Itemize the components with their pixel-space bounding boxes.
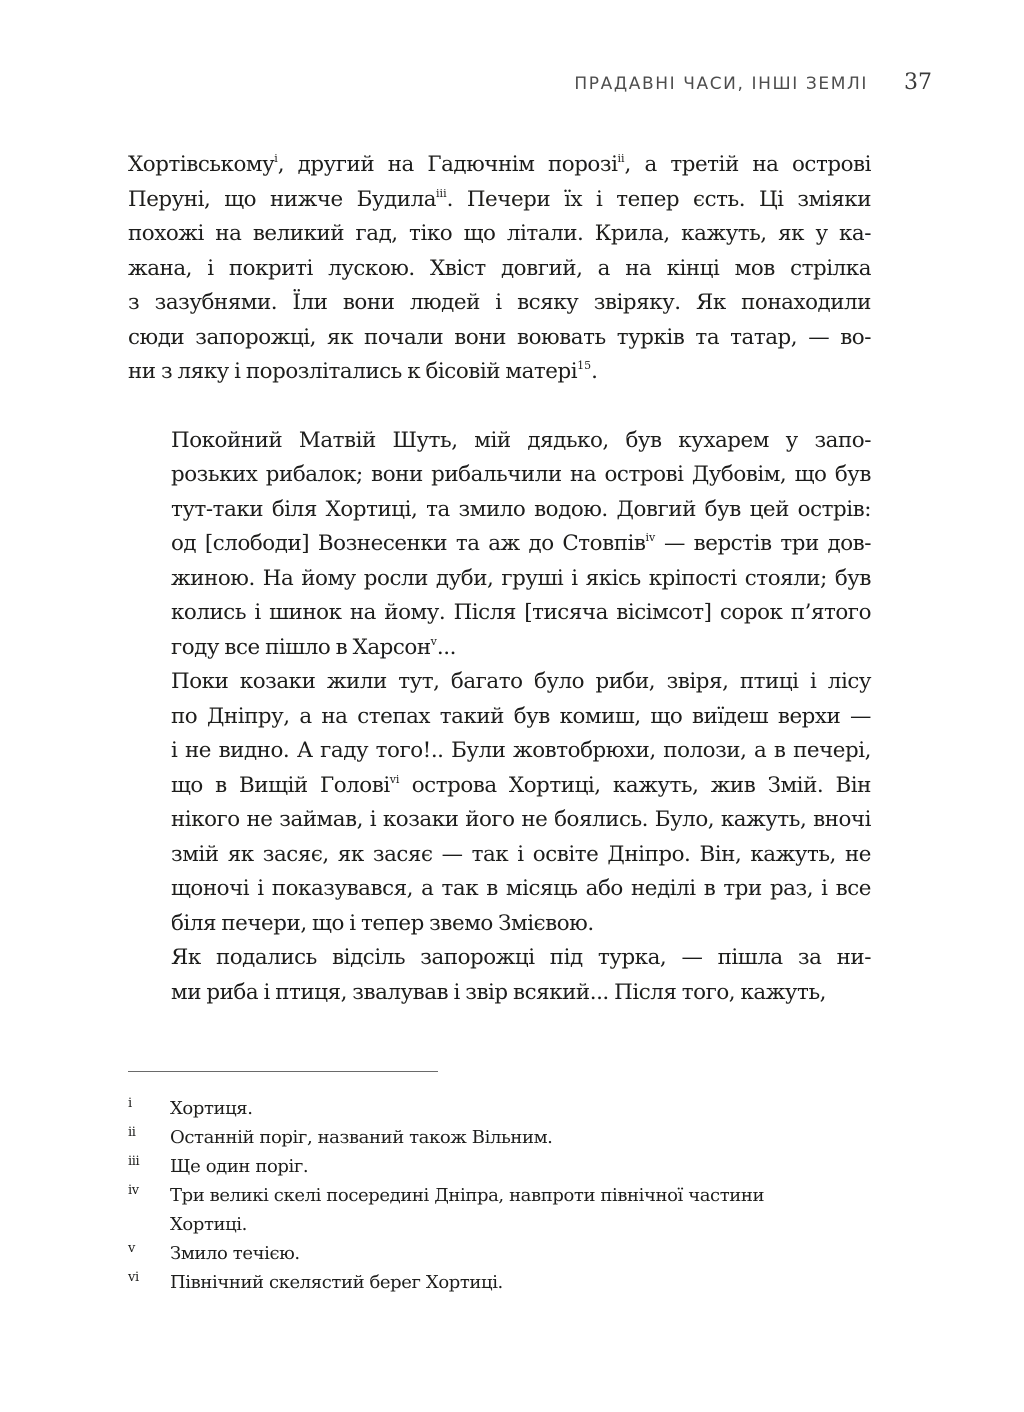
text-line bbox=[128, 838, 871, 873]
text-run: году все пішло в Харсон bbox=[171, 634, 431, 660]
footnote bbox=[128, 1094, 871, 1123]
text-run: з зазубнями. Їли вони людей і всяку звіряку. Як понаходили bbox=[128, 290, 871, 315]
footnote-mark: iv bbox=[128, 1183, 139, 1198]
text-run: біля печери, що і тепер звемо Змієвою. bbox=[171, 910, 594, 936]
paragraph-3 bbox=[128, 665, 871, 941]
text-run: по Дніпру, а на степах такий був комиш, що виїдеш верхи — bbox=[171, 703, 871, 729]
text-line bbox=[128, 183, 871, 218]
footnote-line: Три великі скелі посередині Дніпра, навпроти північної частини bbox=[170, 1185, 765, 1206]
footnote-text bbox=[170, 1181, 871, 1239]
text-run: Поки козаки жили тут, багато було риби, звіря, птиці і лісу bbox=[171, 669, 871, 694]
text-line bbox=[128, 631, 871, 666]
text-run: Перуні, що нижче Будила bbox=[128, 186, 437, 212]
text-line bbox=[128, 321, 871, 356]
text-line bbox=[128, 562, 871, 597]
note-reference: v bbox=[430, 634, 437, 648]
footnote-mark: i bbox=[128, 1096, 132, 1111]
text-run: ми риба і птиця, звалував і звір всякий... Після того, кажуть, bbox=[171, 979, 826, 1005]
text-run: жана, і покриті лускою. Хвіст довгий, а на кінці мов стрілка bbox=[128, 255, 871, 281]
text-run: , другий на Гадючнім порозі bbox=[277, 152, 618, 177]
text-line bbox=[128, 527, 871, 562]
footnotes bbox=[128, 1094, 871, 1297]
note-reference: i bbox=[274, 152, 278, 166]
text-line bbox=[128, 355, 871, 390]
note-reference: ii bbox=[617, 152, 625, 166]
text-run: колись і шинок на йому. Після [тисяча вісімсот] сорок п’ятого bbox=[171, 600, 871, 625]
footnote-line: Хортиці. bbox=[170, 1214, 247, 1235]
footnote-line: Змило течією. bbox=[170, 1243, 300, 1264]
text-run: змій як засяє, як засяє — так і освіте Дніпро. Він, кажуть, не bbox=[171, 841, 871, 867]
text-line bbox=[128, 217, 871, 252]
text-run: жиною. На йому росли дуби, груші і якісь кріпості стояли; був bbox=[171, 565, 871, 591]
text-run: похожі на великий гад, тіко що літали. Крила, кажуть, як у ка- bbox=[128, 221, 871, 246]
text-run: тут-таки біля Хортиці, та змило водою. Довгий був цей острів: bbox=[171, 496, 871, 522]
text-line bbox=[128, 493, 871, 528]
text-run: ни з ляку і порозлітались к бісовій матері bbox=[128, 359, 578, 384]
text-run: ... bbox=[436, 634, 456, 660]
paragraph-2 bbox=[128, 424, 871, 666]
text-line bbox=[128, 976, 871, 1011]
text-line bbox=[128, 458, 871, 493]
text-line bbox=[128, 803, 871, 838]
footnote-mark: iii bbox=[128, 1154, 140, 1169]
text-run: . Печери їх і тепер єсть. Ці зміяки bbox=[446, 186, 872, 212]
footnote-separator bbox=[128, 1071, 438, 1072]
text-run: нікого не займав, і козаки його не боялись. Було, кажуть, вночі bbox=[171, 807, 871, 832]
text-run: острова Хортиці, кажуть, жив Змій. Він bbox=[399, 772, 871, 798]
text-run: Покойний Матвій Шуть, мій дядько, був кухарем у запо- bbox=[171, 427, 871, 453]
text-line bbox=[128, 941, 871, 976]
footnote-line: Північний скелястий берег Хортиці. bbox=[170, 1272, 503, 1293]
text-run: — верстів три дов- bbox=[655, 531, 871, 556]
footnote bbox=[128, 1239, 871, 1268]
text-line bbox=[128, 872, 871, 907]
text-run: . bbox=[591, 359, 598, 384]
footnote-line: Хортиця. bbox=[170, 1098, 253, 1119]
note-reference: vi bbox=[389, 772, 400, 786]
text-run: Як подались відсіль запорожці під турка, — пішла за ни- bbox=[171, 945, 871, 970]
text-line bbox=[128, 596, 871, 631]
footnote-mark: vi bbox=[128, 1270, 139, 1285]
text-run: сюди запорожці, як почали вони воювать турків та татар, — во- bbox=[128, 324, 871, 350]
footnote-text bbox=[170, 1152, 871, 1181]
text-line bbox=[128, 907, 871, 942]
text-run: од [слободи] Вознесенки та аж до Стовпів bbox=[171, 531, 646, 556]
footnote bbox=[128, 1123, 871, 1152]
footnote bbox=[128, 1152, 871, 1181]
text-line bbox=[128, 424, 871, 459]
footnote bbox=[128, 1268, 871, 1297]
text-line bbox=[128, 734, 871, 769]
main-text bbox=[128, 148, 871, 1010]
text-run: що в Вищій Голові bbox=[171, 772, 390, 798]
running-head-title: ПРАДАВНІ ЧАСИ, ІНШІ ЗЕМЛІ bbox=[574, 74, 868, 94]
footnote bbox=[128, 1181, 871, 1239]
text-line bbox=[128, 252, 871, 287]
text-line bbox=[128, 700, 871, 735]
note-reference: iv bbox=[645, 531, 656, 545]
footnote-text bbox=[170, 1239, 871, 1268]
paragraph-1 bbox=[128, 148, 871, 390]
text-line bbox=[128, 286, 871, 321]
footnote-text bbox=[170, 1094, 871, 1123]
note-reference: iii bbox=[436, 186, 447, 200]
running-head bbox=[574, 70, 932, 95]
footnote-line: Останній поріг, названий також Вільним. bbox=[170, 1127, 553, 1148]
footnote-text bbox=[170, 1268, 871, 1297]
note-reference: 15 bbox=[577, 359, 592, 373]
text-run: Хортівському bbox=[128, 152, 275, 177]
text-line bbox=[128, 769, 871, 804]
page-number: 37 bbox=[904, 70, 932, 95]
footnote-text bbox=[170, 1123, 871, 1152]
paragraph-4 bbox=[128, 941, 871, 1010]
text-line bbox=[128, 665, 871, 700]
text-run: щоночі і показувався, а так в місяць або неділі в три раз, і все bbox=[171, 876, 871, 901]
footnote-mark: ii bbox=[128, 1125, 136, 1140]
footnote-mark: v bbox=[128, 1241, 135, 1256]
text-run: , а третій на острові bbox=[624, 152, 871, 177]
text-run: і не видно. А гаду того!.. Були жовтобрюхи, полози, а в печері, bbox=[171, 738, 871, 763]
text-run: розьких рибалок; вони рибальчили на острові Дубовім, що був bbox=[171, 462, 871, 487]
footnote-line: Ще один поріг. bbox=[170, 1156, 309, 1177]
text-line bbox=[128, 148, 871, 183]
